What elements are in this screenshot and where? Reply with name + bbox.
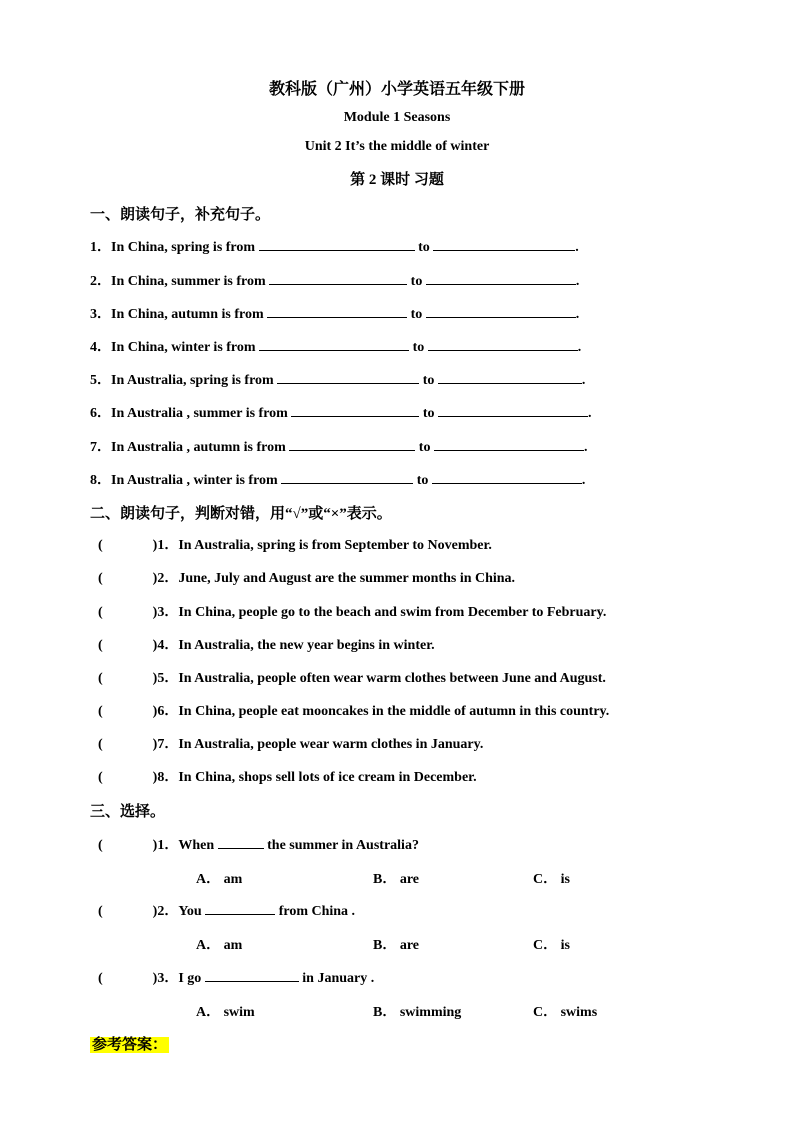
paren-close: ) bbox=[152, 904, 158, 919]
option-c[interactable]: C． is bbox=[533, 872, 570, 887]
paren-open: ( bbox=[98, 770, 103, 785]
item-number: 8． bbox=[157, 770, 179, 785]
choice-answer-space[interactable] bbox=[103, 902, 153, 915]
unit-title: Unit 2 It’s the middle of winter bbox=[304, 139, 490, 154]
item-number: 6． bbox=[90, 406, 111, 421]
fill-item-7 bbox=[90, 437, 587, 457]
fill-item-4 bbox=[90, 337, 581, 357]
item-number: 1． bbox=[157, 838, 179, 853]
option-b[interactable]: B． are bbox=[373, 872, 420, 887]
paren-open: ( bbox=[98, 538, 103, 553]
option-c[interactable]: C． swims bbox=[533, 1005, 598, 1020]
item-text: In China, people eat mooncakes in the middle of autumn in this country. bbox=[178, 704, 610, 719]
paren-open: ( bbox=[98, 737, 103, 752]
judge-item-2 bbox=[98, 569, 515, 588]
section2-heading: 二、朗读句子，判断对错，用“√”或“×”表示。 bbox=[90, 506, 392, 522]
item-number: 1． bbox=[157, 538, 179, 553]
end-mark: . bbox=[575, 240, 579, 255]
item-text: In Australia , autumn is from bbox=[111, 440, 286, 455]
item-number: 5． bbox=[90, 373, 111, 388]
fill-item-6 bbox=[90, 403, 592, 423]
paren-close: ) bbox=[152, 538, 158, 553]
item-number: 6． bbox=[157, 704, 179, 719]
paren-close: ) bbox=[152, 838, 158, 853]
item-number: 5． bbox=[157, 671, 179, 686]
to-word: to bbox=[418, 440, 431, 455]
question-text-before: When bbox=[178, 838, 215, 853]
question-text-before: I go bbox=[178, 971, 202, 986]
answer-blank[interactable] bbox=[428, 337, 578, 351]
judge-item-5 bbox=[98, 669, 606, 688]
paren-close: ) bbox=[152, 671, 158, 686]
end-mark: . bbox=[575, 274, 580, 289]
choice-question-2 bbox=[98, 901, 355, 921]
item-number: 7． bbox=[90, 440, 111, 455]
item-number: 1． bbox=[90, 240, 111, 255]
item-text: In Australia, spring is from September to November. bbox=[178, 538, 492, 553]
end-mark: . bbox=[581, 373, 586, 388]
item-number: 7． bbox=[157, 737, 179, 752]
option-b[interactable]: B． swimming bbox=[373, 1005, 462, 1020]
answer-blank[interactable] bbox=[218, 835, 264, 849]
answer-blank[interactable] bbox=[438, 370, 582, 384]
answer-blank[interactable] bbox=[259, 337, 409, 351]
answer-key-text: 参考答案： bbox=[92, 1037, 168, 1053]
option-a[interactable]: A． swim bbox=[196, 1005, 255, 1020]
choice-answer-space[interactable] bbox=[103, 969, 153, 982]
answer-blank[interactable] bbox=[434, 437, 584, 451]
option-a[interactable]: A． am bbox=[196, 938, 243, 953]
judge-answer-space[interactable] bbox=[103, 768, 153, 781]
module-title: Module 1 Seasons bbox=[343, 110, 451, 125]
answer-blank[interactable] bbox=[426, 304, 576, 318]
item-number: 4． bbox=[157, 638, 179, 653]
paren-close: ) bbox=[152, 638, 158, 653]
choice-question-1 bbox=[98, 835, 419, 855]
end-mark: . bbox=[583, 440, 588, 455]
paren-open: ( bbox=[98, 971, 103, 986]
end-mark: . bbox=[581, 473, 586, 488]
judge-answer-space[interactable] bbox=[103, 603, 153, 616]
choice-answer-space[interactable] bbox=[103, 836, 153, 849]
fill-item-8 bbox=[90, 470, 585, 490]
item-text: In China, autumn is from bbox=[111, 307, 264, 322]
to-word: to bbox=[410, 274, 423, 289]
item-number: 4． bbox=[90, 340, 111, 355]
judge-item-7 bbox=[98, 735, 483, 754]
option-a[interactable]: A． am bbox=[196, 872, 243, 887]
item-number: 2． bbox=[157, 904, 179, 919]
fill-item-3 bbox=[90, 304, 579, 324]
answer-blank[interactable] bbox=[205, 901, 275, 915]
to-word: to bbox=[418, 240, 430, 255]
to-word: to bbox=[422, 373, 435, 388]
to-word: to bbox=[416, 473, 429, 488]
answer-blank[interactable] bbox=[259, 237, 415, 251]
judge-answer-space[interactable] bbox=[103, 735, 153, 748]
answer-blank[interactable] bbox=[269, 271, 407, 285]
end-mark: . bbox=[577, 340, 582, 355]
judge-answer-space[interactable] bbox=[103, 636, 153, 649]
judge-item-6 bbox=[98, 702, 609, 721]
answer-blank[interactable] bbox=[289, 437, 415, 451]
paren-close: ) bbox=[152, 704, 158, 719]
item-text: In Australia, people wear warm clothes in January. bbox=[178, 737, 484, 752]
answer-blank[interactable] bbox=[432, 470, 582, 484]
answer-blank[interactable] bbox=[205, 968, 299, 982]
to-word: to bbox=[410, 307, 423, 322]
item-text: In Australia, people often wear warm clothes between June and August. bbox=[178, 671, 606, 686]
paren-open: ( bbox=[98, 571, 103, 586]
item-number: 2． bbox=[90, 274, 111, 289]
choice-question-3 bbox=[98, 968, 374, 988]
fill-item-2 bbox=[90, 271, 579, 291]
to-word: to bbox=[412, 340, 425, 355]
paren-close: ) bbox=[152, 770, 158, 785]
item-text: In Australia, the new year begins in winter. bbox=[178, 638, 435, 653]
item-number: 8． bbox=[90, 473, 111, 488]
answer-key-label bbox=[90, 1033, 169, 1054]
paren-open: ( bbox=[98, 704, 103, 719]
paren-close: ) bbox=[152, 605, 158, 620]
judge-answer-space[interactable] bbox=[103, 536, 153, 549]
option-b[interactable]: B． are bbox=[373, 938, 420, 953]
item-number: 3． bbox=[157, 971, 179, 986]
item-text: In China, spring is from bbox=[111, 240, 256, 255]
paren-close: ) bbox=[152, 971, 158, 986]
judge-answer-space[interactable] bbox=[103, 569, 153, 582]
answer-blank[interactable] bbox=[433, 237, 575, 251]
item-number: 3． bbox=[157, 605, 179, 620]
fill-item-1 bbox=[90, 237, 579, 257]
item-text: In China, summer is from bbox=[111, 274, 266, 289]
paren-close: ) bbox=[152, 737, 158, 752]
item-number: 3． bbox=[90, 307, 111, 322]
judge-item-8 bbox=[98, 768, 477, 787]
answer-blank[interactable] bbox=[426, 271, 576, 285]
judge-answer-space[interactable] bbox=[103, 702, 153, 715]
paren-open: ( bbox=[98, 671, 103, 686]
question-text-after: the summer in Australia? bbox=[267, 838, 419, 853]
answer-blank[interactable] bbox=[281, 470, 413, 484]
section3-heading: 三、选择。 bbox=[90, 804, 166, 820]
item-text: In Australia, spring is from bbox=[111, 373, 274, 388]
judge-item-3 bbox=[98, 603, 606, 622]
question-text-after: from China . bbox=[278, 904, 356, 919]
answer-blank[interactable] bbox=[291, 403, 419, 417]
end-mark: . bbox=[575, 307, 580, 322]
item-number: 2． bbox=[157, 571, 179, 586]
question-text-before: You bbox=[178, 904, 202, 919]
judge-item-1 bbox=[98, 536, 492, 555]
answer-blank[interactable] bbox=[277, 370, 419, 384]
option-c[interactable]: C． is bbox=[533, 938, 570, 953]
judge-item-4 bbox=[98, 636, 435, 655]
paren-open: ( bbox=[98, 904, 103, 919]
worksheet-title: 教科版（广州）小学英语五年级下册 bbox=[268, 81, 525, 98]
fill-item-5 bbox=[90, 370, 585, 390]
question-text-after: in January . bbox=[302, 971, 375, 986]
section1-heading: 一、朗读句子，补充句子。 bbox=[90, 207, 271, 223]
end-mark: . bbox=[588, 406, 592, 421]
paren-open: ( bbox=[98, 838, 103, 853]
item-text: June, July and August are the summer months in China. bbox=[178, 571, 516, 586]
judge-answer-space[interactable] bbox=[103, 669, 153, 682]
item-text: In Australia , summer is from bbox=[111, 406, 288, 421]
to-word: to bbox=[422, 406, 435, 421]
item-text: In China, shops sell lots of ice cream in December. bbox=[178, 770, 477, 785]
answer-blank[interactable] bbox=[267, 304, 407, 318]
answer-blank[interactable] bbox=[438, 403, 588, 417]
paren-open: ( bbox=[98, 638, 103, 653]
paren-open: ( bbox=[98, 605, 103, 620]
paren-close: ) bbox=[152, 571, 158, 586]
item-text: In Australia , winter is from bbox=[111, 473, 278, 488]
item-text: In China, people go to the beach and swim from December to February. bbox=[178, 605, 607, 620]
lesson-title: 第 2 课时 习题 bbox=[350, 172, 444, 188]
item-text: In China, winter is from bbox=[111, 340, 256, 355]
